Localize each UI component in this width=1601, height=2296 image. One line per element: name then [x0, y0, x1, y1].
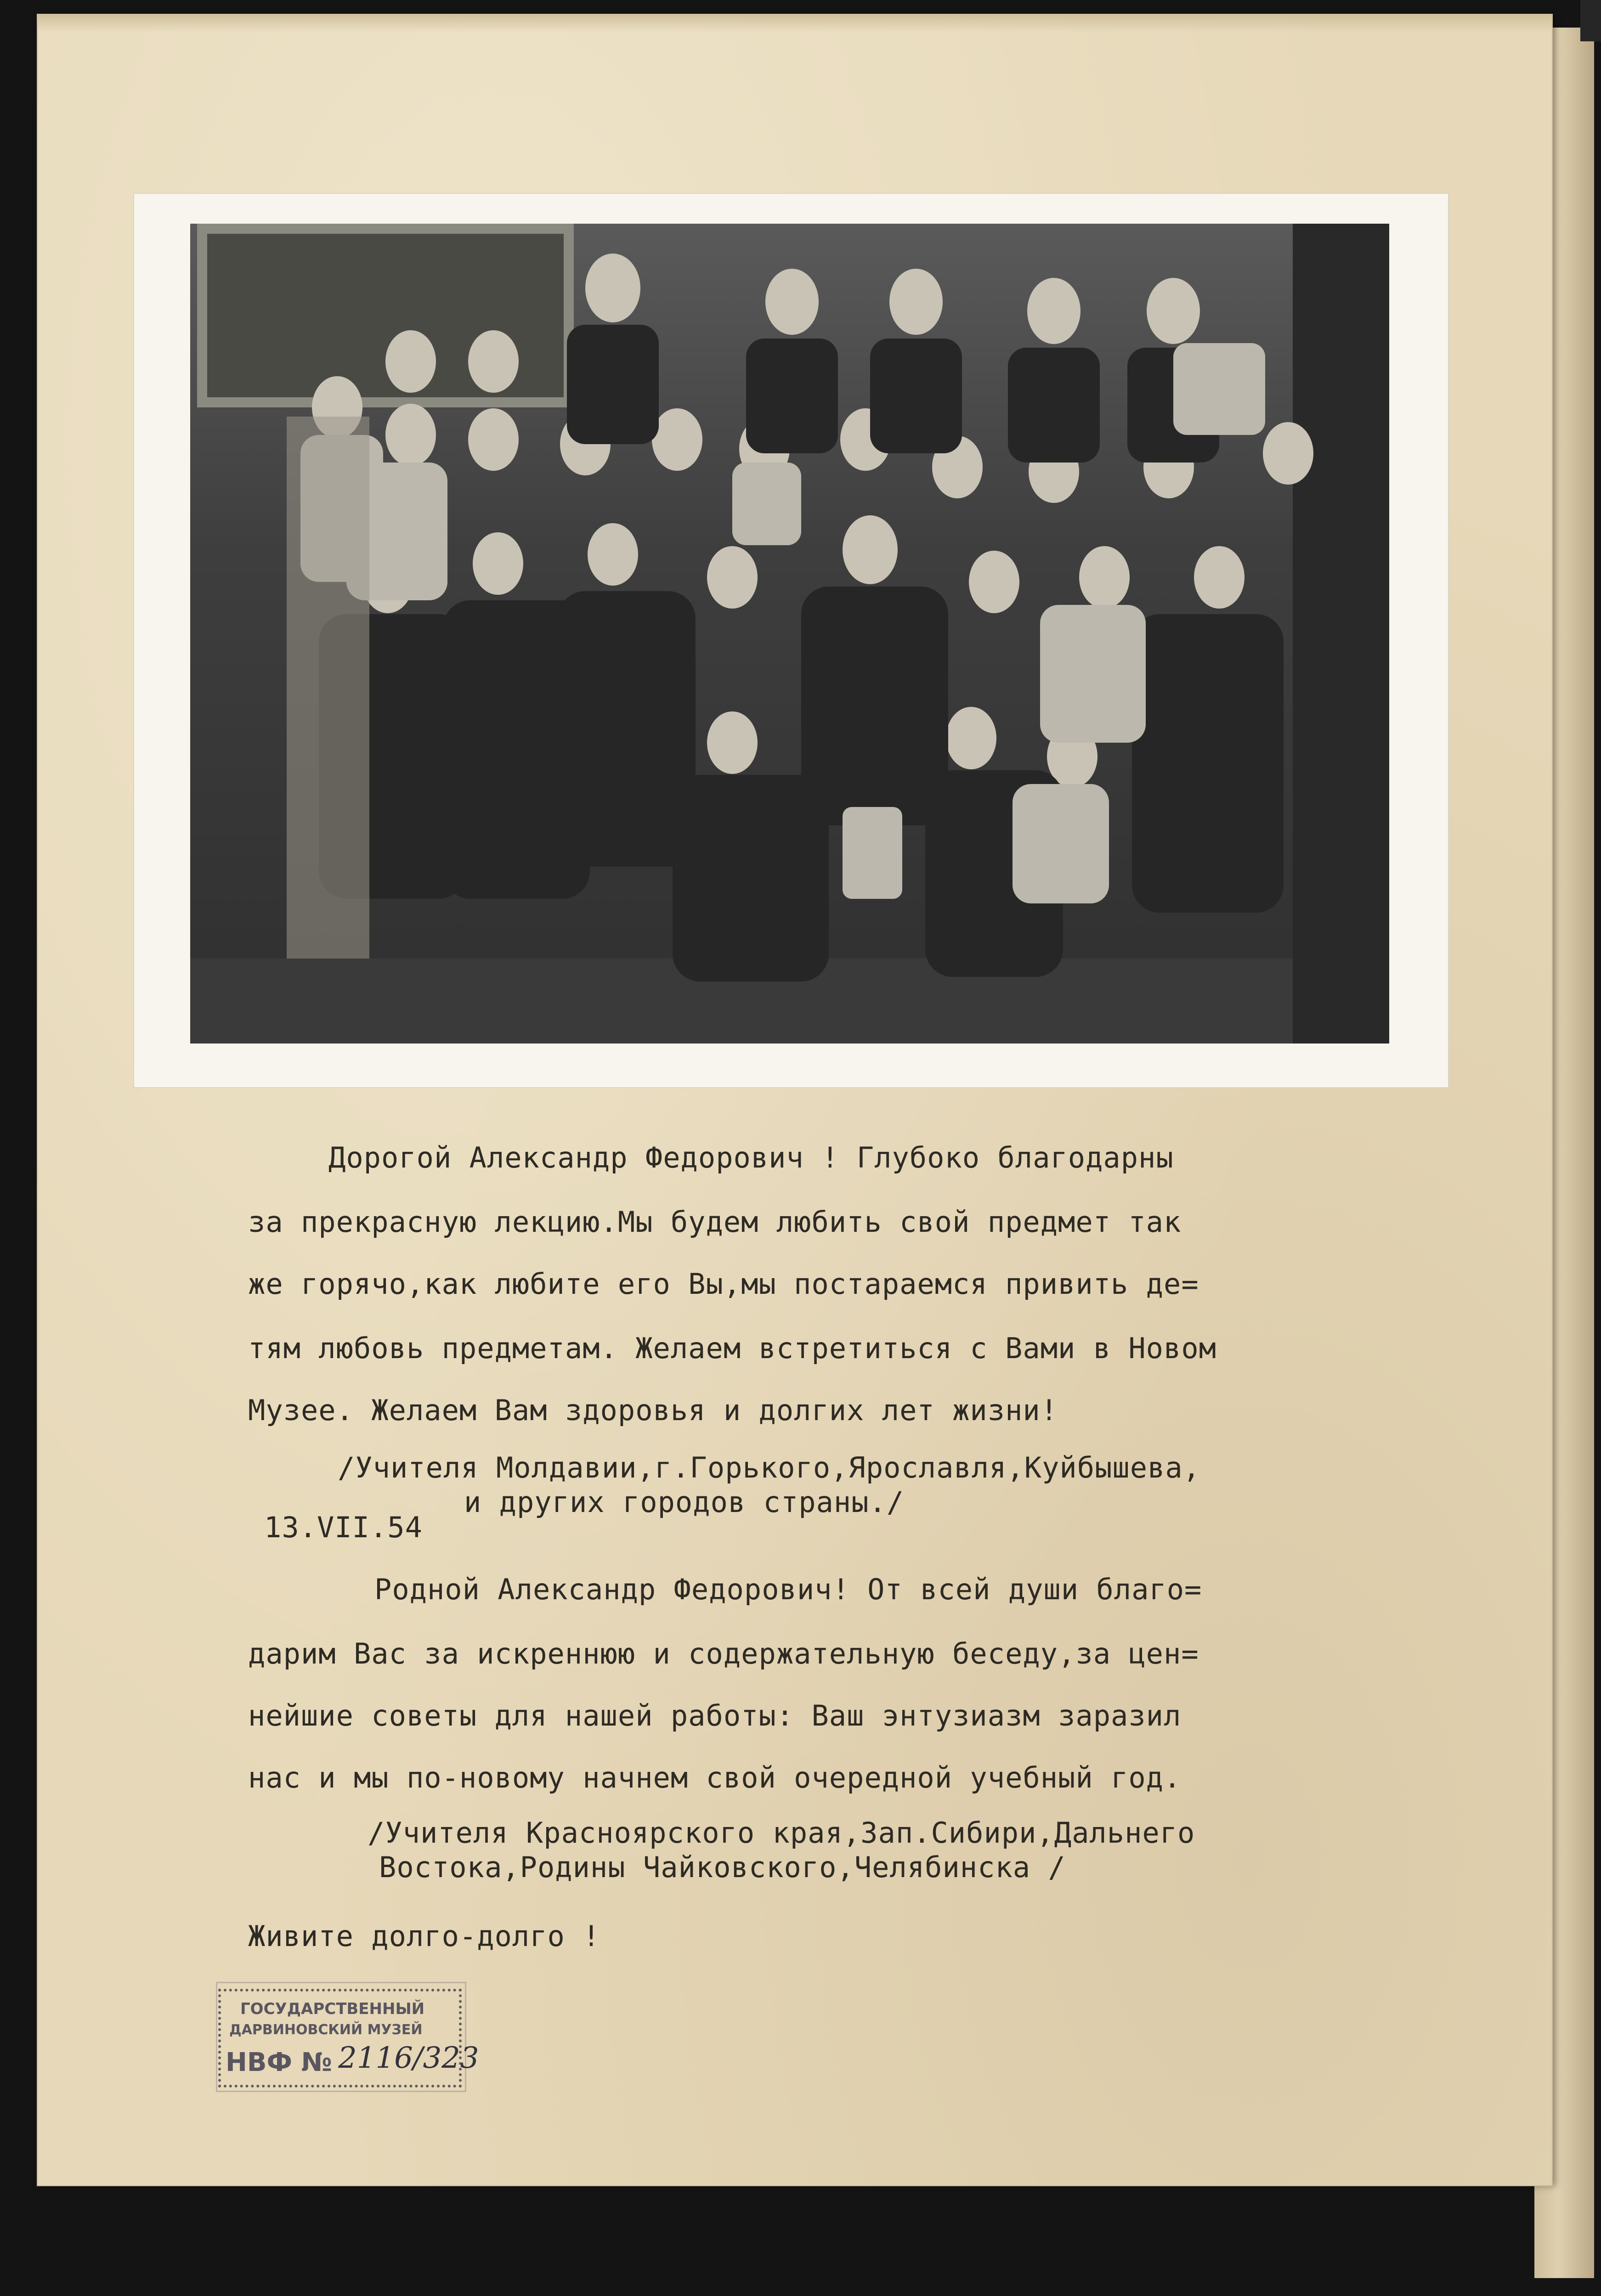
- letter-closing: Живите долго-долго !: [248, 1919, 600, 1953]
- sheet-top-crease: [37, 14, 1553, 32]
- letter2-line3: нейшие советы для нашей работы: Ваш энтузиазм заразил: [248, 1699, 1182, 1732]
- letter2-line2: дарим Вас за искреннюю и содержательную беседу,за цен=: [248, 1637, 1199, 1670]
- signature1-line1: /Учителя Молдавии,г.Горького,Ярославля,Куйбышева,: [338, 1451, 1201, 1484]
- stamp-line3: НВФ №: [226, 2048, 332, 2077]
- letter1-line5: Музее. Желаем Вам здоровья и долгих лет жизни!: [248, 1393, 1058, 1427]
- museum-inventory-stamp: [218, 1989, 479, 2087]
- letter1-line1: Дорогой Александр Федорович ! Глубоко благодарны: [328, 1141, 1174, 1174]
- album-spine-shadow: [1580, 0, 1601, 41]
- stamp-handwritten-number: 2116/323: [338, 2041, 479, 2075]
- letter1-line2: за прекрасную лекцию.Мы будем любить свой предмет так: [248, 1205, 1182, 1239]
- signature1-line2: и других городов страны./: [464, 1485, 905, 1519]
- stamp-line1: ГОСУДАРСТВЕННЫЙ: [240, 2000, 425, 2018]
- letter2-line1: Родной Александр Федорович! От всей души благо=: [374, 1573, 1202, 1606]
- group-photograph: [190, 224, 1389, 1044]
- photo-mount-card: [133, 193, 1449, 1088]
- letter2-line4: нас и мы по-новому начнем свой очередной учебный год.: [248, 1761, 1182, 1794]
- signature2-line2: Востока,Родины Чайковского,Челябинска /: [379, 1850, 1066, 1884]
- letter1-line4: тям любовь предметам. Желаем встретиться с Вами в Новом: [248, 1331, 1216, 1365]
- signature2-line1: /Учителя Красноярского края,Зап.Сибири,Дальнего: [368, 1816, 1195, 1850]
- stamp-line2: ДАРВИНОВСКИЙ МУЗЕЙ: [229, 2022, 423, 2038]
- letter-date: 13.VII.54: [264, 1511, 423, 1544]
- letter1-line3: же горячо,как любите его Вы,мы постараемся привить де=: [248, 1267, 1199, 1301]
- group-portrait-figures: [190, 224, 1389, 1044]
